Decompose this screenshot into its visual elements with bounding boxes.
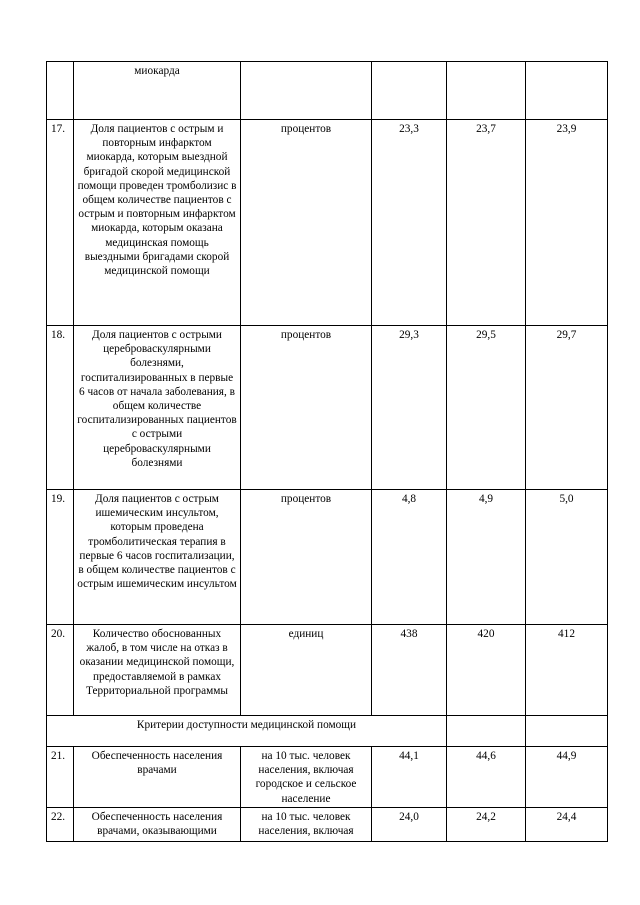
unit: процентов bbox=[241, 326, 372, 490]
indicator-name: Обеспеченность населения врачами, оказывающими bbox=[74, 808, 241, 842]
value-2 bbox=[447, 62, 526, 120]
value-2: 420 bbox=[447, 625, 526, 716]
value-2: 23,7 bbox=[447, 120, 526, 326]
value-2: 44,6 bbox=[447, 747, 526, 808]
table-row bbox=[47, 625, 608, 716]
value-1: 44,1 bbox=[372, 747, 447, 808]
table-row bbox=[47, 62, 608, 120]
value-3: 24,4 bbox=[526, 808, 608, 842]
row-number: 20. bbox=[47, 625, 74, 716]
value-3: 5,0 bbox=[526, 490, 608, 625]
unit: единиц bbox=[241, 625, 372, 716]
table-row bbox=[47, 326, 608, 490]
row-number: 18. bbox=[47, 326, 74, 490]
indicator-name: Доля пациентов с острым и повторным инфарктом миокарда, которым выездной бригадой скорой медицинской помощи проведен тромболизис в общем количестве пациентов с острым и повторным инфарктом миокарда, которым оказана медицинская помощь выездными бригадами скорой медицинской помощи bbox=[74, 120, 241, 326]
criteria-table bbox=[46, 61, 608, 842]
section-empty-cell bbox=[526, 716, 608, 747]
unit: на 10 тыс. человек населения, включая bbox=[241, 808, 372, 842]
row-number: 22. bbox=[47, 808, 74, 842]
table-row bbox=[47, 120, 608, 326]
indicator-name: миокарда bbox=[74, 62, 241, 120]
row-number: 17. bbox=[47, 120, 74, 326]
unit: процентов bbox=[241, 120, 372, 326]
value-3: 44,9 bbox=[526, 747, 608, 808]
section-row bbox=[47, 716, 608, 747]
value-1: 29,3 bbox=[372, 326, 447, 490]
row-number: 19. bbox=[47, 490, 74, 625]
document-page bbox=[46, 61, 608, 842]
section-empty-cell bbox=[447, 716, 526, 747]
value-1: 23,3 bbox=[372, 120, 447, 326]
value-3 bbox=[526, 62, 608, 120]
value-2: 24,2 bbox=[447, 808, 526, 842]
unit: на 10 тыс. человек населения, включая городское и сельское население bbox=[241, 747, 372, 808]
table-row bbox=[47, 808, 608, 842]
value-1: 4,8 bbox=[372, 490, 447, 625]
row-number bbox=[47, 62, 74, 120]
table-row bbox=[47, 747, 608, 808]
value-3: 412 bbox=[526, 625, 608, 716]
indicator-name: Доля пациентов с острым ишемическим инсультом, которым проведена тромболитическая терапия в первые 6 часов госпитализации, в общем количестве пациентов с острым ишемическим инсультом bbox=[74, 490, 241, 625]
section-title: Критерии доступности медицинской помощи bbox=[47, 716, 447, 747]
unit bbox=[241, 62, 372, 120]
value-1: 24,0 bbox=[372, 808, 447, 842]
value-1: 438 bbox=[372, 625, 447, 716]
value-3: 23,9 bbox=[526, 120, 608, 326]
value-2: 4,9 bbox=[447, 490, 526, 625]
indicator-name: Обеспеченность населения врачами bbox=[74, 747, 241, 808]
value-2: 29,5 bbox=[447, 326, 526, 490]
unit: процентов bbox=[241, 490, 372, 625]
indicator-name: Количество обоснованных жалоб, в том числе на отказ в оказании медицинской помощи, предоставляемой в рамках Территориальной программы bbox=[74, 625, 241, 716]
indicator-name: Доля пациентов с острыми цереброваскулярными болезнями, госпитализированных в первые 6 часов от начала заболевания, в общем количестве госпитализированных пациентов с острыми цереброваскулярными болезнями bbox=[74, 326, 241, 490]
row-number: 21. bbox=[47, 747, 74, 808]
value-1 bbox=[372, 62, 447, 120]
table-row bbox=[47, 490, 608, 625]
value-3: 29,7 bbox=[526, 326, 608, 490]
